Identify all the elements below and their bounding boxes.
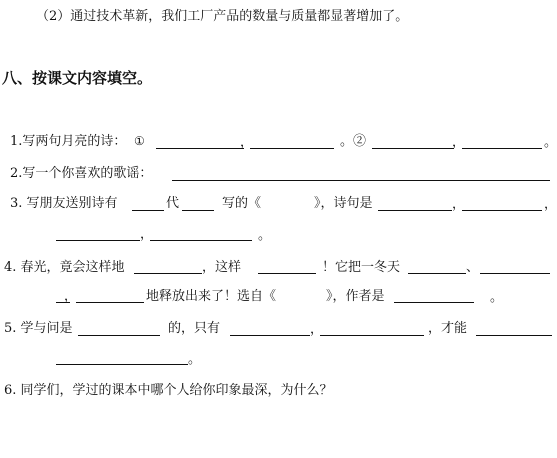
q3-blank-line-4[interactable] bbox=[150, 240, 252, 241]
q4-blank-1[interactable] bbox=[134, 273, 202, 274]
q3-blank-line-2[interactable] bbox=[462, 210, 542, 211]
q2-prefix: 2.写一个你喜欢的歌谣： bbox=[10, 166, 153, 181]
q3-comma-c: ， bbox=[140, 227, 154, 242]
q4-blank-2[interactable] bbox=[258, 273, 316, 274]
q3-end: 。 bbox=[258, 228, 272, 243]
q3-close: 》，诗句是 bbox=[314, 196, 373, 211]
q4-blank-3[interactable] bbox=[408, 273, 466, 274]
q4-mid: ！它把一冬天 bbox=[322, 260, 401, 275]
q3-xie: 写的《 bbox=[222, 196, 262, 211]
q5-blank-3[interactable] bbox=[320, 335, 424, 336]
q3-comma-a: ， bbox=[452, 197, 466, 212]
q4-blank-4[interactable] bbox=[480, 273, 550, 274]
q3-blank-line-1[interactable] bbox=[378, 210, 452, 211]
q1-comma-2: ， bbox=[452, 135, 466, 150]
q5-blank-5[interactable] bbox=[56, 364, 188, 365]
q3-blank-author[interactable] bbox=[182, 210, 214, 211]
q5-prefix: 5. 学与问是 bbox=[4, 321, 73, 336]
top-sentence: （2）通过技术革新，我们工厂产品的数量与质量都显著增加了。 bbox=[36, 9, 409, 24]
q4-rest: 地释放出来了！选自《 bbox=[146, 289, 277, 304]
q4-blank-source[interactable] bbox=[286, 302, 326, 303]
q1-end: 。 bbox=[544, 135, 557, 150]
section-title: 八、按课文内容填空。 bbox=[2, 69, 153, 87]
q1-comma-1: ， bbox=[240, 135, 254, 150]
q4-dun: 、 bbox=[466, 260, 480, 275]
q3-comma-b: ， bbox=[544, 197, 557, 212]
q4-end: 。 bbox=[490, 290, 504, 305]
q4-close: 》，作者是 bbox=[326, 289, 385, 304]
q3-blank-line-3[interactable] bbox=[56, 240, 140, 241]
q5-comma: ， bbox=[310, 322, 324, 337]
q2-blank[interactable] bbox=[172, 180, 550, 181]
q4-blank-6[interactable] bbox=[76, 302, 144, 303]
q5-blank-2[interactable] bbox=[230, 335, 310, 336]
q5-end: 。 bbox=[188, 352, 202, 367]
q3-dai: 代 bbox=[166, 196, 180, 211]
question-6: 6. 同学们，学过的课本中哪个人给你印象最深，为什么？ bbox=[4, 383, 333, 398]
q3-blank-poem-title[interactable] bbox=[270, 210, 312, 211]
q3-blank-era[interactable] bbox=[132, 210, 164, 211]
q1-marker-1: ① bbox=[134, 134, 145, 148]
q5-blank-4[interactable] bbox=[476, 335, 552, 336]
q1-prefix: 1.写两句月亮的诗： bbox=[10, 134, 127, 149]
q4-comma: ， bbox=[64, 289, 78, 304]
q3-prefix: 3. 写朋友送别诗有 bbox=[10, 196, 118, 211]
q1-blank-3[interactable] bbox=[372, 148, 454, 149]
q4-blank-author[interactable] bbox=[394, 302, 474, 303]
q4-prefix: 4. 春光，竟会这样地 bbox=[4, 260, 125, 275]
q5-de: 的，只有 bbox=[168, 321, 221, 336]
q1-blank-4[interactable] bbox=[462, 148, 542, 149]
q4-zheyang: ，这样 bbox=[202, 260, 242, 275]
q5-caineng: ，才能 bbox=[428, 321, 468, 336]
q1-period-marker-2: 。② bbox=[340, 134, 367, 149]
q1-blank-1[interactable] bbox=[156, 148, 244, 149]
q1-blank-2[interactable] bbox=[250, 148, 334, 149]
q5-blank-1[interactable] bbox=[78, 335, 160, 336]
